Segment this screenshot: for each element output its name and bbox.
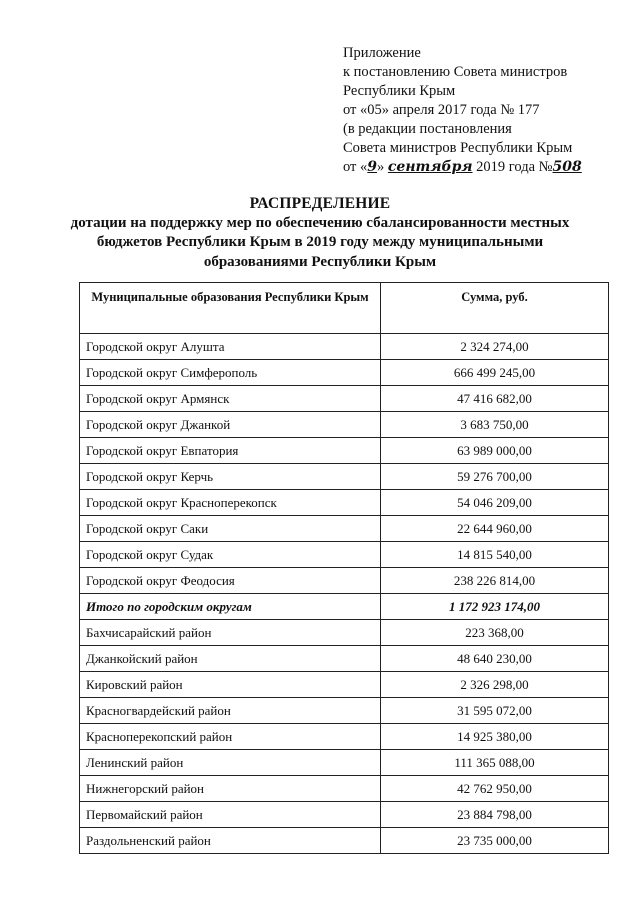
sum-cell: 48 640 230,00	[381, 646, 609, 672]
sum-cell: 47 416 682,00	[381, 386, 609, 412]
table-row	[80, 360, 609, 386]
sum-cell: 54 046 209,00	[381, 490, 609, 516]
table-row	[80, 776, 609, 802]
sum-cell: 111 365 088,00	[381, 750, 609, 776]
municipality-cell: Городской округ Симферополь	[80, 360, 381, 386]
sum-cell: 238 226 814,00	[381, 568, 609, 594]
municipality-cell: Городской округ Евпатория	[80, 438, 381, 464]
sum-cell: 14 815 540,00	[381, 542, 609, 568]
title-line: образованиями Республики Крым	[203, 253, 437, 270]
column-header-sum: Сумма, руб.	[381, 283, 609, 334]
date-year: 2019 года №	[476, 159, 553, 175]
header-line: Приложение	[343, 45, 421, 61]
header-line: Республики Крым	[343, 83, 456, 99]
municipality-cell: Городской округ Алушта	[80, 334, 381, 360]
municipality-cell: Городской округ Красноперекопск	[80, 490, 381, 516]
table-row	[80, 464, 609, 490]
municipality-cell: Нижнегорский район	[80, 776, 381, 802]
date-prefix: от «	[343, 159, 368, 175]
table-row	[80, 438, 609, 464]
sum-cell: 3 683 750,00	[381, 412, 609, 438]
table-row	[80, 490, 609, 516]
document-title	[0, 194, 640, 272]
municipality-cell: Городской округ Саки	[80, 516, 381, 542]
table-row	[80, 802, 609, 828]
table-header-row	[80, 283, 609, 334]
sum-cell: 666 499 245,00	[381, 360, 609, 386]
table-row	[80, 386, 609, 412]
sum-cell: 1 172 923 174,00	[381, 594, 609, 620]
distribution-table	[79, 282, 609, 854]
table-body	[80, 334, 609, 854]
table-row	[80, 412, 609, 438]
table-row	[80, 334, 609, 360]
header-line: от «05» апреля 2017 года № 177	[343, 102, 540, 118]
table-row	[80, 698, 609, 724]
table-row	[80, 672, 609, 698]
municipality-cell: Городской округ Джанкой	[80, 412, 381, 438]
sum-cell: 23 884 798,00	[381, 802, 609, 828]
municipality-cell: Городской округ Феодосия	[80, 568, 381, 594]
handwritten-number: 508	[552, 159, 582, 175]
header-date-line	[343, 158, 633, 177]
sum-cell: 23 735 000,00	[381, 828, 609, 854]
column-header-municipality: Муниципальные образования Республики Крым	[80, 283, 381, 334]
municipality-cell: Кировский район	[80, 672, 381, 698]
table-row	[80, 724, 609, 750]
municipality-cell: Итого по городским округам	[80, 594, 381, 620]
sum-cell: 42 762 950,00	[381, 776, 609, 802]
sum-cell: 2 324 274,00	[381, 334, 609, 360]
municipality-cell: Городской округ Керчь	[80, 464, 381, 490]
sum-cell: 59 276 700,00	[381, 464, 609, 490]
title-line: бюджетов Республики Крым в 2019 году между муниципальными	[96, 234, 544, 250]
municipality-cell: Городской округ Армянск	[80, 386, 381, 412]
appendix-header	[343, 44, 633, 177]
municipality-cell: Красноперекопский район	[80, 724, 381, 750]
handwritten-month: сентября	[387, 159, 473, 175]
table-row	[80, 620, 609, 646]
sum-cell: 2 326 298,00	[381, 672, 609, 698]
municipality-cell: Ленинский район	[80, 750, 381, 776]
table-row	[80, 516, 609, 542]
table-row	[80, 568, 609, 594]
table-total-row	[80, 594, 609, 620]
sum-cell: 22 644 960,00	[381, 516, 609, 542]
title-line: дотации на поддержку мер по обеспечению сбалансированности местных	[70, 214, 570, 231]
municipality-cell: Первомайский район	[80, 802, 381, 828]
sum-cell: 31 595 072,00	[381, 698, 609, 724]
table-row	[80, 646, 609, 672]
municipality-cell: Городской округ Судак	[80, 542, 381, 568]
date-mid: »	[377, 159, 385, 175]
table-row	[80, 750, 609, 776]
municipality-cell: Джанкойский район	[80, 646, 381, 672]
municipality-cell: Раздольненский район	[80, 828, 381, 854]
handwritten-day: 9	[367, 159, 378, 175]
sum-cell: 223 368,00	[381, 620, 609, 646]
sum-cell: 63 989 000,00	[381, 438, 609, 464]
table-row	[80, 828, 609, 854]
sum-cell: 14 925 380,00	[381, 724, 609, 750]
header-line: Совета министров Республики Крым	[343, 140, 573, 156]
header-line: (в редакции постановления	[343, 121, 512, 137]
municipality-cell: Бахчисарайский район	[80, 620, 381, 646]
header-line: к постановлению Совета министров	[343, 64, 568, 80]
municipality-cell: Красногвардейский район	[80, 698, 381, 724]
table-row	[80, 542, 609, 568]
title-heading: РАСПРЕДЕЛЕНИЕ	[249, 195, 391, 212]
